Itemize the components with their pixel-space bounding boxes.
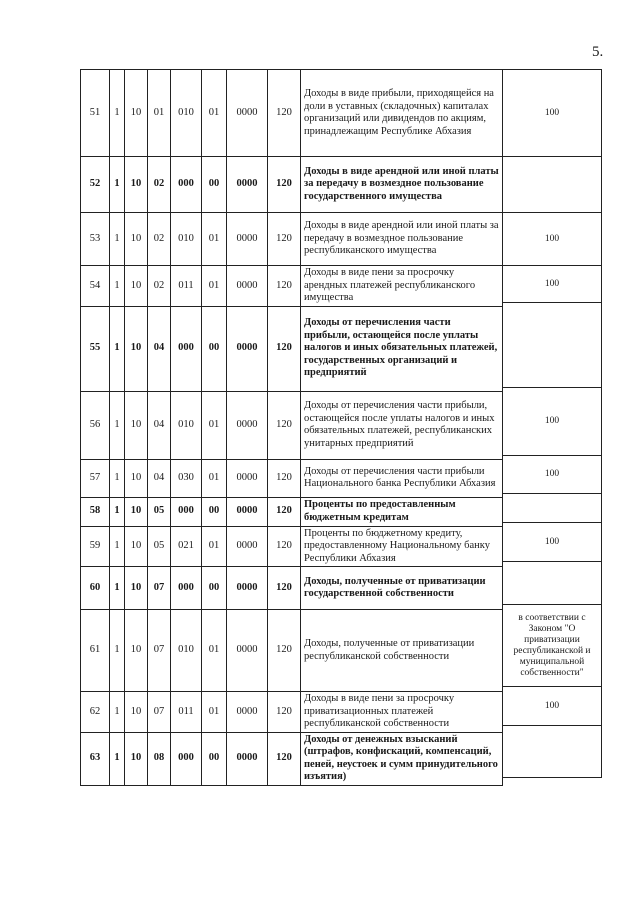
code-group: 1 <box>110 526 125 567</box>
budget-code-table <box>80 69 503 786</box>
note-row <box>503 726 602 778</box>
code-group: 1 <box>110 459 125 497</box>
row-number: 60 <box>81 567 110 610</box>
note-row <box>503 456 602 494</box>
code-program: 0000 <box>227 497 268 526</box>
row-number: 63 <box>81 732 110 785</box>
table-row <box>81 213 503 266</box>
code-article: 011 <box>171 692 202 733</box>
code-subarticle: 00 <box>202 306 227 391</box>
page-number: 5. <box>592 44 604 60</box>
allocation-norm: в соответствии с Законом "О приватизации республиканской и муниципальной собственности" <box>503 605 602 687</box>
table-row <box>81 567 503 610</box>
income-description: Доходы в виде прибыли, приходящейся на доли в уставных (складочных) капиталах организаций или дивидендов по акциям, принадлежащим Республике Абхазия <box>301 70 503 157</box>
table-row <box>81 459 503 497</box>
income-description: Доходы в виде пени за просрочку арендных платежей республиканского имущества <box>301 266 503 307</box>
row-number: 52 <box>81 157 110 213</box>
code-sub1: 10 <box>125 692 148 733</box>
code-program: 0000 <box>227 732 268 785</box>
code-program: 0000 <box>227 157 268 213</box>
note-row <box>503 523 602 562</box>
table-row <box>81 732 503 785</box>
code-sub1: 10 <box>125 732 148 785</box>
code-kosgu: 120 <box>268 497 301 526</box>
code-kosgu: 120 <box>268 70 301 157</box>
code-sub1: 10 <box>125 213 148 266</box>
code-subarticle: 00 <box>202 567 227 610</box>
code-article: 010 <box>171 70 202 157</box>
code-subarticle: 00 <box>202 157 227 213</box>
code-article: 000 <box>171 732 202 785</box>
code-sub1: 10 <box>125 157 148 213</box>
code-kosgu: 120 <box>268 567 301 610</box>
table-row <box>81 306 503 391</box>
code-program: 0000 <box>227 213 268 266</box>
code-program: 0000 <box>227 567 268 610</box>
row-number: 54 <box>81 266 110 307</box>
income-description: Проценты по предоставленным бюджетным кредитам <box>301 497 503 526</box>
code-program: 0000 <box>227 306 268 391</box>
code-sub2: 08 <box>148 732 171 785</box>
code-sub1: 10 <box>125 459 148 497</box>
allocation-norm <box>503 494 602 523</box>
code-group: 1 <box>110 567 125 610</box>
code-subarticle: 01 <box>202 266 227 307</box>
code-sub1: 10 <box>125 526 148 567</box>
code-program: 0000 <box>227 266 268 307</box>
code-subarticle: 01 <box>202 459 227 497</box>
income-description: Доходы в виде арендной или иной платы за передачу в возмездное пользование республиканского имущества <box>301 213 503 266</box>
code-group: 1 <box>110 692 125 733</box>
code-subarticle: 01 <box>202 213 227 266</box>
allocation-norm <box>503 157 602 213</box>
table-row <box>81 610 503 692</box>
code-group: 1 <box>110 391 125 459</box>
table-row <box>81 526 503 567</box>
code-sub1: 10 <box>125 497 148 526</box>
code-kosgu: 120 <box>268 157 301 213</box>
code-article: 010 <box>171 391 202 459</box>
note-row <box>503 605 602 687</box>
code-sub2: 05 <box>148 497 171 526</box>
note-row <box>503 494 602 523</box>
code-group: 1 <box>110 213 125 266</box>
code-group: 1 <box>110 732 125 785</box>
income-description: Доходы в виде пени за просрочку приватизационных платежей республиканской собственности <box>301 692 503 733</box>
allocation-norm: 100 <box>503 523 602 562</box>
code-sub2: 05 <box>148 526 171 567</box>
allocation-norm <box>503 726 602 778</box>
code-group: 1 <box>110 497 125 526</box>
income-description: Доходы от перечисления части прибыли, остающейся после уплаты налогов и иных обязательных платежей, республиканских унитарных предприятий <box>301 391 503 459</box>
note-row <box>503 266 602 303</box>
income-description: Доходы от денежных взысканий (штрафов, конфискаций, компенсаций, пеней, неустоек и сумм принудительного изъятия) <box>301 732 503 785</box>
row-number: 61 <box>81 610 110 692</box>
code-kosgu: 120 <box>268 213 301 266</box>
allocation-norm: 100 <box>503 456 602 494</box>
code-sub2: 07 <box>148 567 171 610</box>
table-row <box>81 157 503 213</box>
code-sub2: 02 <box>148 213 171 266</box>
note-row <box>503 562 602 605</box>
income-description: Доходы в виде арендной или иной платы за передачу в возмездное пользование государственного имущества <box>301 157 503 213</box>
code-subarticle: 01 <box>202 526 227 567</box>
code-sub2: 04 <box>148 459 171 497</box>
code-kosgu: 120 <box>268 306 301 391</box>
code-kosgu: 120 <box>268 732 301 785</box>
code-group: 1 <box>110 610 125 692</box>
code-kosgu: 120 <box>268 692 301 733</box>
code-article: 030 <box>171 459 202 497</box>
code-article: 021 <box>171 526 202 567</box>
allocation-norm: 100 <box>503 266 602 303</box>
code-group: 1 <box>110 70 125 157</box>
row-number: 58 <box>81 497 110 526</box>
code-subarticle: 01 <box>202 692 227 733</box>
note-row <box>503 157 602 213</box>
code-sub1: 10 <box>125 306 148 391</box>
note-row <box>503 70 602 157</box>
income-description: Доходы от перечисления части прибыли, остающейся после уплаты налогов и иных обязательных платежей, государственных организаций и предприятий <box>301 306 503 391</box>
note-row <box>503 388 602 456</box>
code-kosgu: 120 <box>268 526 301 567</box>
code-sub2: 02 <box>148 157 171 213</box>
code-article: 000 <box>171 567 202 610</box>
note-row <box>503 213 602 266</box>
table-row <box>81 266 503 307</box>
code-kosgu: 120 <box>268 391 301 459</box>
income-description: Доходы, полученные от приватизации республиканской собственности <box>301 610 503 692</box>
code-article: 011 <box>171 266 202 307</box>
code-group: 1 <box>110 266 125 307</box>
code-sub2: 04 <box>148 306 171 391</box>
code-group: 1 <box>110 306 125 391</box>
code-sub1: 10 <box>125 610 148 692</box>
row-number: 53 <box>81 213 110 266</box>
row-number: 51 <box>81 70 110 157</box>
code-program: 0000 <box>227 459 268 497</box>
code-group: 1 <box>110 157 125 213</box>
code-subarticle: 01 <box>202 391 227 459</box>
income-description: Доходы, полученные от приватизации государственной собственности <box>301 567 503 610</box>
allocation-norm: 100 <box>503 213 602 266</box>
income-description: Доходы от перечисления части прибыли Национального банка Республики Абхазия <box>301 459 503 497</box>
code-subarticle: 00 <box>202 497 227 526</box>
code-sub2: 07 <box>148 692 171 733</box>
income-description: Проценты по бюджетному кредиту, предоставленному Национальному банку Республики Абхазия <box>301 526 503 567</box>
table-row <box>81 70 503 157</box>
code-program: 0000 <box>227 692 268 733</box>
note-row <box>503 687 602 726</box>
allocation-norm: 100 <box>503 687 602 726</box>
code-program: 0000 <box>227 610 268 692</box>
code-sub1: 10 <box>125 266 148 307</box>
code-article: 010 <box>171 213 202 266</box>
row-number: 56 <box>81 391 110 459</box>
allocation-norm <box>503 562 602 605</box>
code-program: 0000 <box>227 391 268 459</box>
code-sub2: 04 <box>148 391 171 459</box>
row-number: 57 <box>81 459 110 497</box>
code-sub1: 10 <box>125 391 148 459</box>
code-sub1: 10 <box>125 567 148 610</box>
allocation-norm: 100 <box>503 388 602 456</box>
code-subarticle: 01 <box>202 610 227 692</box>
code-article: 000 <box>171 306 202 391</box>
code-program: 0000 <box>227 70 268 157</box>
note-column <box>502 69 602 778</box>
code-program: 0000 <box>227 526 268 567</box>
allocation-norm: 100 <box>503 70 602 157</box>
allocation-norm <box>503 303 602 388</box>
code-article: 010 <box>171 610 202 692</box>
row-number: 59 <box>81 526 110 567</box>
code-sub2: 02 <box>148 266 171 307</box>
code-article: 000 <box>171 157 202 213</box>
row-number: 55 <box>81 306 110 391</box>
code-subarticle: 00 <box>202 732 227 785</box>
code-article: 000 <box>171 497 202 526</box>
note-row <box>503 303 602 388</box>
code-sub1: 10 <box>125 70 148 157</box>
table-row <box>81 391 503 459</box>
code-kosgu: 120 <box>268 459 301 497</box>
code-kosgu: 120 <box>268 610 301 692</box>
row-number: 62 <box>81 692 110 733</box>
code-sub2: 01 <box>148 70 171 157</box>
code-kosgu: 120 <box>268 266 301 307</box>
table-row <box>81 692 503 733</box>
code-subarticle: 01 <box>202 70 227 157</box>
code-sub2: 07 <box>148 610 171 692</box>
table-row <box>81 497 503 526</box>
